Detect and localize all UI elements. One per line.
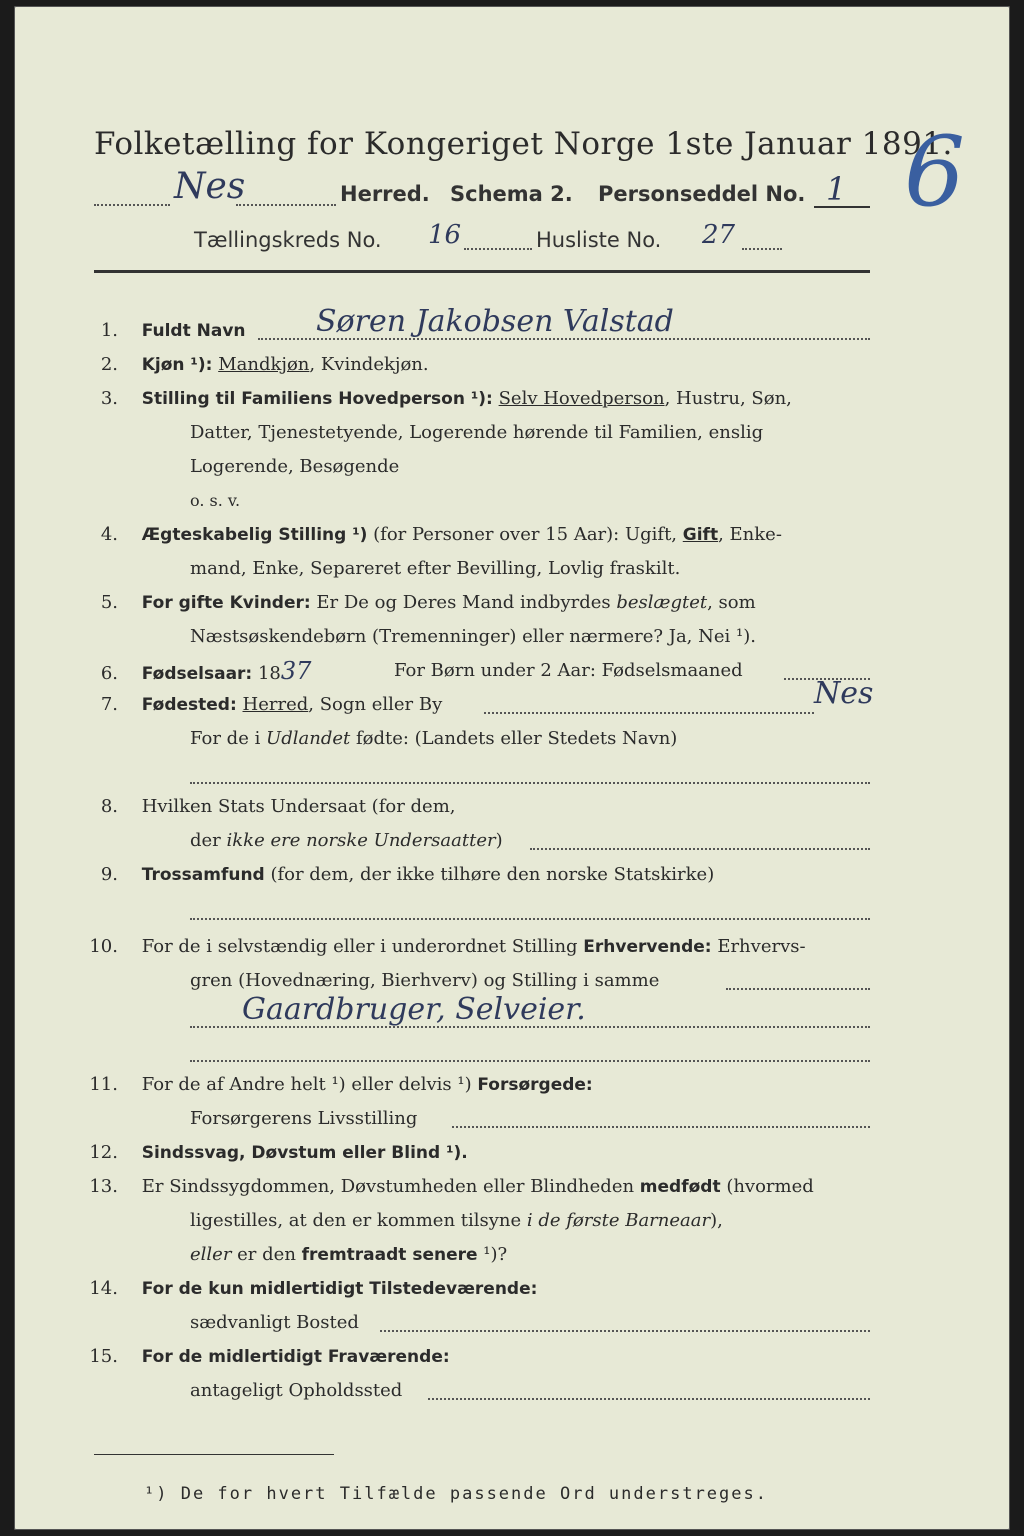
q3-line1-rest: , Hustru, Søn, xyxy=(664,388,792,409)
q5-label: For gifte Kvinder: xyxy=(141,593,311,613)
q14-number: 14. xyxy=(89,1278,118,1299)
q2-row xyxy=(74,348,429,382)
q7-line2 xyxy=(190,722,677,756)
q9-number: 9. xyxy=(100,864,118,885)
q5-line1-a: Er De og Deres Mand indbyrdes xyxy=(310,592,617,613)
q4-option-selected: Gift xyxy=(682,525,719,545)
dotted-leader xyxy=(190,782,870,784)
margin-number: 6 xyxy=(904,116,966,228)
q1-answer-name: Søren Jakobsen Valstad xyxy=(316,304,674,339)
footnote: ¹) De for hvert Tilfælde passende Ord understreges. xyxy=(144,1484,768,1504)
header-divider xyxy=(94,270,870,273)
q13-number: 13. xyxy=(89,1176,118,1197)
q13-line2-italic: i de første Barneaar xyxy=(526,1210,711,1231)
q3-option-selected: Selv Hovedperson xyxy=(498,388,665,409)
dotted-leader xyxy=(726,988,870,990)
q3-label: Stilling til Familiens Hovedperson ¹): xyxy=(141,389,493,409)
q6-rest: For Børn under 2 Aar: Fødselsmaaned xyxy=(394,660,743,681)
q9-rest: (for dem, der ikke tilhøre den norske Statskirke) xyxy=(264,864,715,885)
dotted-leader xyxy=(190,918,870,920)
q4-line1-b: , Enke- xyxy=(718,524,782,545)
kreds-number: 16 xyxy=(428,220,462,250)
dotted-leader xyxy=(190,1026,870,1028)
q2-number: 2. xyxy=(100,354,118,375)
q13-row xyxy=(74,1170,814,1204)
q12-row xyxy=(74,1136,468,1170)
q3-line4: o. s. v. xyxy=(190,491,241,510)
dotted-leader xyxy=(236,204,336,206)
kreds-label: Tællingskreds No. xyxy=(194,228,382,252)
dotted-leader xyxy=(530,848,870,850)
form-title: Folketælling for Kongeriget Norge 1ste Januar 1891. xyxy=(94,126,953,162)
q6-number: 6. xyxy=(100,663,118,684)
dotted-leader xyxy=(94,204,170,206)
husliste-number: 27 xyxy=(702,220,736,250)
q15-line2: antageligt Opholdssted xyxy=(190,1380,403,1401)
herred-name: Nes xyxy=(174,166,246,207)
q15-label: For de midlertidigt Fraværende: xyxy=(141,1347,450,1367)
q8-row xyxy=(74,790,456,824)
personseddel-label: Personseddel No. xyxy=(598,182,806,206)
q14-label: For de kun midlertidigt Tilstedeværende: xyxy=(141,1279,538,1299)
personseddel-number: 1 xyxy=(826,170,847,208)
q10-row xyxy=(74,930,806,964)
q13-line3-b: ¹)? xyxy=(477,1244,508,1265)
q7-label: Fødested: xyxy=(141,695,237,715)
q7-rest: , Sogn eller By xyxy=(308,694,443,715)
q8-line2-b: ) xyxy=(495,830,503,851)
dotted-leader xyxy=(380,1330,870,1332)
q4-line2: mand, Enke, Separeret efter Bevilling, Lovlig fraskilt. xyxy=(190,558,681,579)
dotted-leader xyxy=(484,712,814,714)
dotted-leader xyxy=(452,1126,870,1128)
q5-line1-b: , som xyxy=(707,592,756,613)
q13-line2 xyxy=(190,1204,723,1238)
q4-line1-a: (for Personer over 15 Aar): Ugift, xyxy=(367,524,683,545)
q4-number: 4. xyxy=(100,524,118,545)
q2-label: Kjøn ¹): xyxy=(141,355,213,375)
q11-row xyxy=(74,1068,593,1102)
q12-label: Sindssvag, Døvstum eller Blind ¹). xyxy=(141,1143,468,1163)
q6-label: Fødselsaar: xyxy=(141,664,253,684)
q14-row xyxy=(74,1272,537,1306)
q1-label: Fuldt Navn xyxy=(141,321,246,341)
q5-line1-italic: beslægtet xyxy=(616,592,708,613)
herred-label: Herred. xyxy=(340,182,430,206)
census-form-sheet xyxy=(14,6,1010,1530)
q7-row xyxy=(74,688,442,722)
q2-option-other: , Kvindekjøn. xyxy=(309,354,429,375)
q3-row xyxy=(74,382,792,416)
q15-row xyxy=(74,1340,450,1374)
husliste-label: Husliste No. xyxy=(536,228,662,252)
q7-line2-b: fødte: (Landets eller Stedets Navn) xyxy=(350,728,678,749)
q13-line2-b: ), xyxy=(710,1210,723,1231)
dotted-leader xyxy=(742,248,782,250)
q15-number: 15. xyxy=(89,1346,118,1367)
q3-line3: Logerende, Besøgende xyxy=(190,456,400,477)
dotted-leader xyxy=(464,248,532,250)
q6-year-prefix: 18 xyxy=(252,663,281,684)
q14-line2: sædvanligt Bosted xyxy=(190,1312,359,1333)
q13-label: medfødt xyxy=(639,1177,721,1197)
q10-number: 10. xyxy=(89,936,118,957)
q8-label: Hvilken Stats Undersaat xyxy=(141,796,366,817)
q13-line3-a: er den xyxy=(231,1244,302,1265)
q9-label: Trossamfund xyxy=(141,865,265,885)
q8-line2 xyxy=(190,824,503,858)
q7-line2-a: For de i xyxy=(190,728,267,749)
q5-row xyxy=(74,586,756,620)
q7-option-selected: Herred xyxy=(242,694,309,715)
q8-line1-rest: (for dem, xyxy=(365,796,456,817)
q8-number: 8. xyxy=(100,796,118,817)
q1-row xyxy=(74,314,246,348)
q7-number: 7. xyxy=(100,694,118,715)
q11-line2: Forsørgerens Livsstilling xyxy=(190,1108,418,1129)
q10-answer-occupation: Gaardbruger, Selveier. xyxy=(242,992,586,1027)
q10-line1-a: For de i selvstændig eller i underordnet Stilling xyxy=(141,936,584,957)
q10-label: Erhvervende: xyxy=(583,937,712,957)
q13-line3-italic: eller xyxy=(190,1244,232,1265)
dotted-leader xyxy=(428,1398,870,1400)
q2-option-selected: Mandkjøn xyxy=(218,354,310,375)
footnote-rule xyxy=(94,1454,334,1455)
q8-line2-italic: ikke ere norske Undersaatter xyxy=(226,830,496,851)
q13-line3-bold: fremtraadt senere xyxy=(301,1245,478,1265)
q13-line3 xyxy=(190,1238,507,1272)
q11-number: 11. xyxy=(89,1074,118,1095)
q12-number: 12. xyxy=(89,1142,118,1163)
q9-row xyxy=(74,858,714,892)
q13-line1-b: (hvormed xyxy=(720,1176,814,1197)
q4-row xyxy=(74,518,782,552)
q6-year-handwritten: 37 xyxy=(280,657,312,685)
q10-line2: gren (Hovednæring, Bierhverv) og Stilling i samme xyxy=(190,970,660,991)
q7-answer-place: Nes xyxy=(814,676,874,711)
q1-number: 1. xyxy=(100,320,118,341)
q8-line2-a: der xyxy=(190,830,227,851)
dotted-leader xyxy=(190,1060,870,1062)
q13-line1-a: Er Sindssygdommen, Døvstumheden eller Blindheden xyxy=(141,1176,640,1197)
q7-line2-italic: Udlandet xyxy=(266,728,351,749)
q5-number: 5. xyxy=(100,592,118,613)
q4-label: Ægteskabelig Stilling ¹) xyxy=(141,525,368,545)
q5-line2: Næstsøskendebørn (Tremenninger) eller nærmere? Ja, Nei ¹). xyxy=(190,626,756,647)
q11-line1-a: For de af Andre helt ¹) eller delvis ¹) xyxy=(141,1074,478,1095)
q10-line1-b: Erhvervs- xyxy=(711,936,806,957)
q3-line2: Datter, Tjenestetyende, Logerende hørende til Familien, enslig xyxy=(190,422,764,443)
q13-line2-a: ligestilles, at den er kommen tilsyne xyxy=(190,1210,527,1231)
schema-label: Schema 2. xyxy=(450,182,573,206)
q3-number: 3. xyxy=(100,388,118,409)
q11-label: Forsørgede: xyxy=(477,1075,593,1095)
q6-row xyxy=(74,654,311,691)
underline xyxy=(814,206,870,208)
